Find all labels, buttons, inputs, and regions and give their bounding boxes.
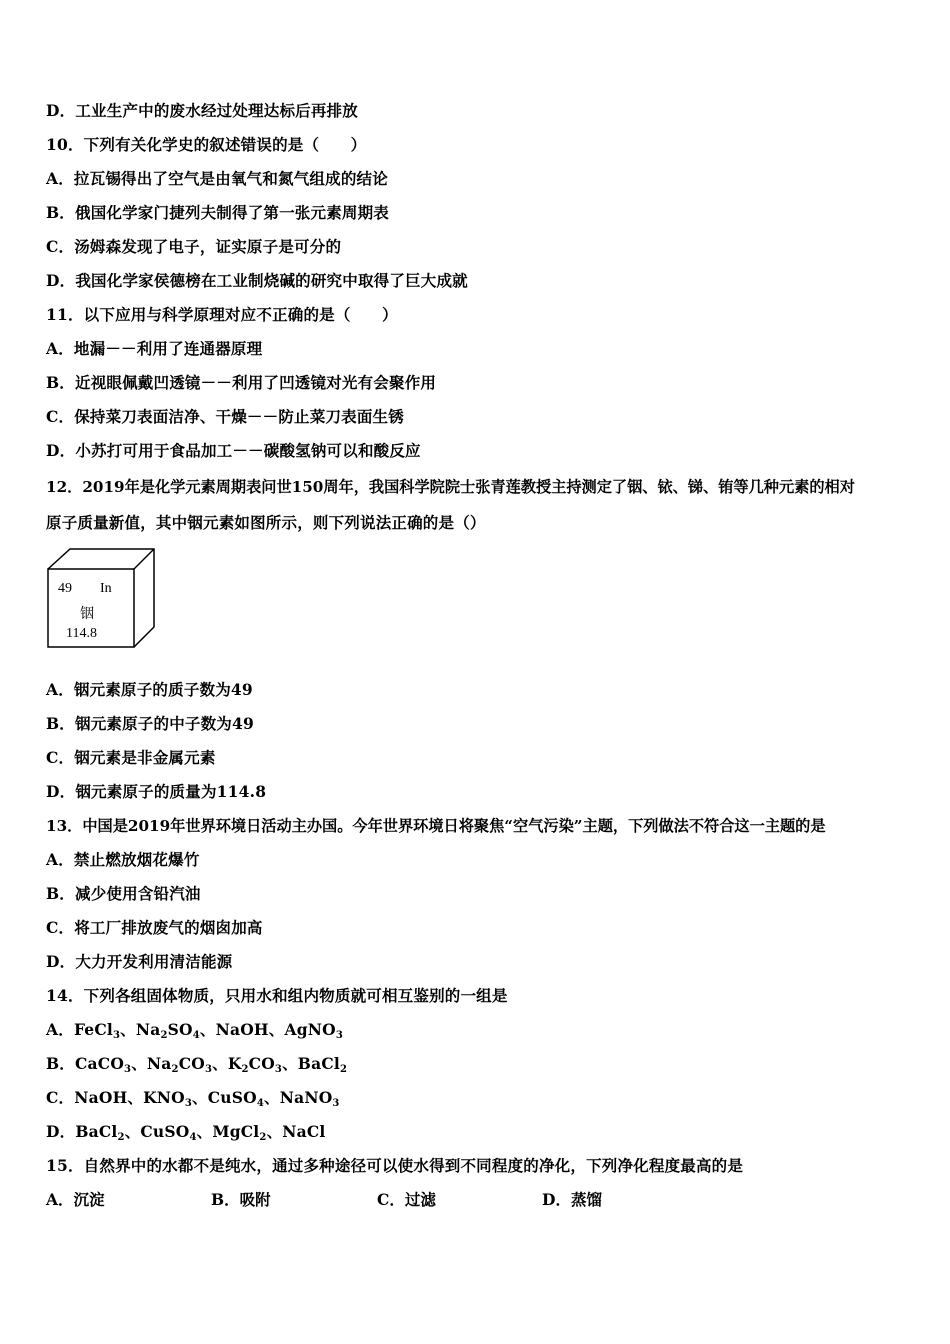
q11-option-d: D．小苏打可用于食品加工－－碳酸氢钠可以和酸反应 (46, 441, 421, 460)
q15-option-d: D．蒸馏 (542, 1190, 602, 1209)
indium-element-card (46, 547, 156, 649)
q14-option-b: B．CaCO$_3$、$Na_2CO_3$、$K_2CO_3$、BaCl$_2$ (46, 1054, 348, 1075)
element-atomic-mass: 114.8 (66, 626, 97, 641)
q12-stem-line2: 原子质量新值，其中铟元素如图所示，则下列说法正确的是（） (46, 513, 486, 532)
element-card-frame (46, 547, 156, 649)
q10-option-b: B．俄国化学家门捷列夫制得了第一张元素周期表 (46, 203, 390, 222)
element-atomic-number: 49 (58, 581, 72, 596)
q12-option-a: A．铟元素原子的质子数为49 (46, 680, 253, 699)
q12-stem-line1: 12．2019年是化学元素周期表问世150周年，我国科学院院士张青莲教授主持测定了铟、铱、锑、铕等几种元素的相对 (46, 478, 855, 496)
q11-option-b: B．近视眼佩戴凹透镜－－利用了凹透镜对光有会聚作用 (46, 373, 437, 392)
q13-option-b: B．减少使用含铅汽油 (46, 884, 201, 903)
q14-option-a: A．FeCl$_3$、$Na_2SO_4$、NaOH、AgNO$_3$ (46, 1020, 343, 1041)
q13-option-c: C．将工厂排放废气的烟囱加高 (46, 918, 263, 937)
q13-option-d: D．大力开发利用清洁能源 (46, 952, 233, 971)
q11-option-a: A．地漏－－利用了连通器原理 (46, 339, 263, 358)
element-name: 铟 (80, 606, 94, 622)
q15-option-b: B．吸附 (211, 1190, 271, 1209)
q9-option-d: D．工业生产中的废水经过处理达标后再排放 (46, 101, 358, 120)
q13-option-a: A．禁止燃放烟花爆竹 (46, 850, 200, 869)
q14-option-c: C．NaOH、$KNO_3$、CuSO$_4$、NaNO$_3$ (46, 1088, 340, 1109)
q10-option-a: A．拉瓦锡得出了空气是由氧气和氮气组成的结论 (46, 169, 388, 188)
q15-option-a: A．沉淀 (46, 1190, 105, 1209)
q11-option-c: C．保持菜刀表面洁净、干燥－－防止菜刀表面生锈 (46, 407, 404, 426)
q10-option-d: D．我国化学家侯德榜在工业制烧碱的研究中取得了巨大成就 (46, 271, 468, 290)
q12-option-d: D．铟元素原子的质量为114.8 (46, 782, 267, 801)
q14-stem: 14．下列各组固体物质，只用水和组内物质就可相互鉴别的一组是 (46, 986, 508, 1005)
q10-stem: 10．下列有关化学史的叙述错误的是（ ） (46, 135, 367, 154)
q12-option-c: C．铟元素是非金属元素 (46, 748, 216, 767)
q10-option-c: C．汤姆森发现了电子，证实原子是可分的 (46, 237, 342, 256)
q11-stem: 11．以下应用与科学原理对应不正确的是（ ） (46, 305, 398, 324)
q12-option-b: B．铟元素原子的中子数为49 (46, 714, 254, 733)
q15-option-c: C．过滤 (377, 1190, 436, 1209)
q13-stem: 13．中国是2019年世界环境日活动主办国。今年世界环境日将聚焦“空气污染”主题，下列做法不符合这一主题的是 (46, 817, 826, 835)
q15-stem: 15．自然界中的水都不是纯水，通过多种途径可以使水得到不同程度的净化，下列净化程度最高的是 (46, 1156, 744, 1175)
element-symbol: In (100, 581, 112, 596)
q14-option-d: D．BaCl$_2$、CuSO$_4$、MgCl$_2$、NaCl (46, 1122, 326, 1143)
